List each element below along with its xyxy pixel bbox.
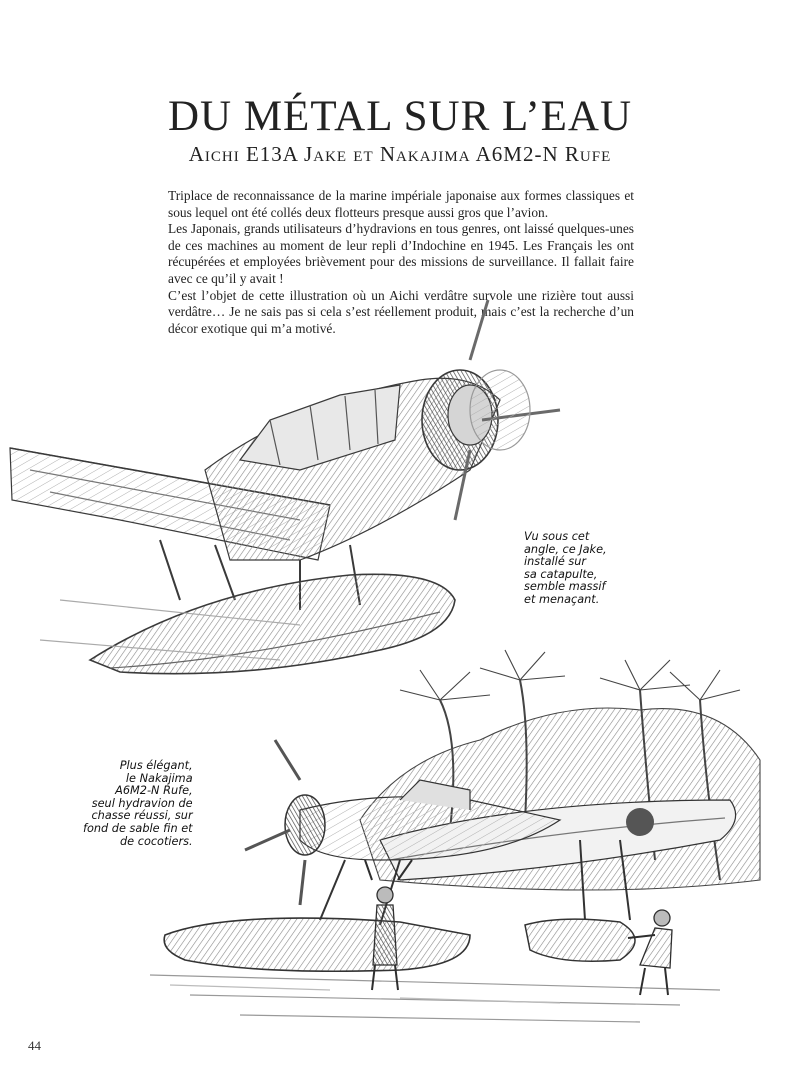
rufe-caption: Plus élégant, le Nakajima A6M2-N Rufe, seul hydravion de chasse réussi, sur fond de sable fin et de cocotiers. [83, 759, 193, 848]
jake-caption: Vu sous cet angle, ce Jake, installé sur sa catapulte, semble massif et menaçant. [524, 530, 607, 606]
intro-paragraph: Les Japonais, grands utilisateurs d’hydravions en tous genres, ont laissé quelques-unes de ces machines au moment de leur repli d’Indochine en 1945. Les Français les ont récupérées et employées brièvement pour des missions de surveillance. Il fallait faire avec ce qu’il y avait ! [168, 221, 634, 286]
page-number: 44 [28, 1038, 41, 1053]
aichi-jake-sketch [10, 300, 560, 674]
intro-paragraph: Triplace de reconnaissance de la marine impériale japonaise aux formes classiques et sous lequel ont été collés deux flotteurs presque aussi gros que l’avion. [168, 188, 634, 220]
page-subtitle: Aichi E13A Jake et Nakajima A6M2-N Rufe [188, 142, 612, 166]
intro-paragraph: C’est l’objet de cette illustration où un Aichi verdâtre survole une rizière tout aussi verdâtre… Je ne sais pas si cela s’est réellement produit, mais c’est la recherche d’un décor exotique qui m’a motivé. [168, 287, 634, 336]
page-title: DU MÉTAL SUR L’EAU [167, 93, 633, 140]
